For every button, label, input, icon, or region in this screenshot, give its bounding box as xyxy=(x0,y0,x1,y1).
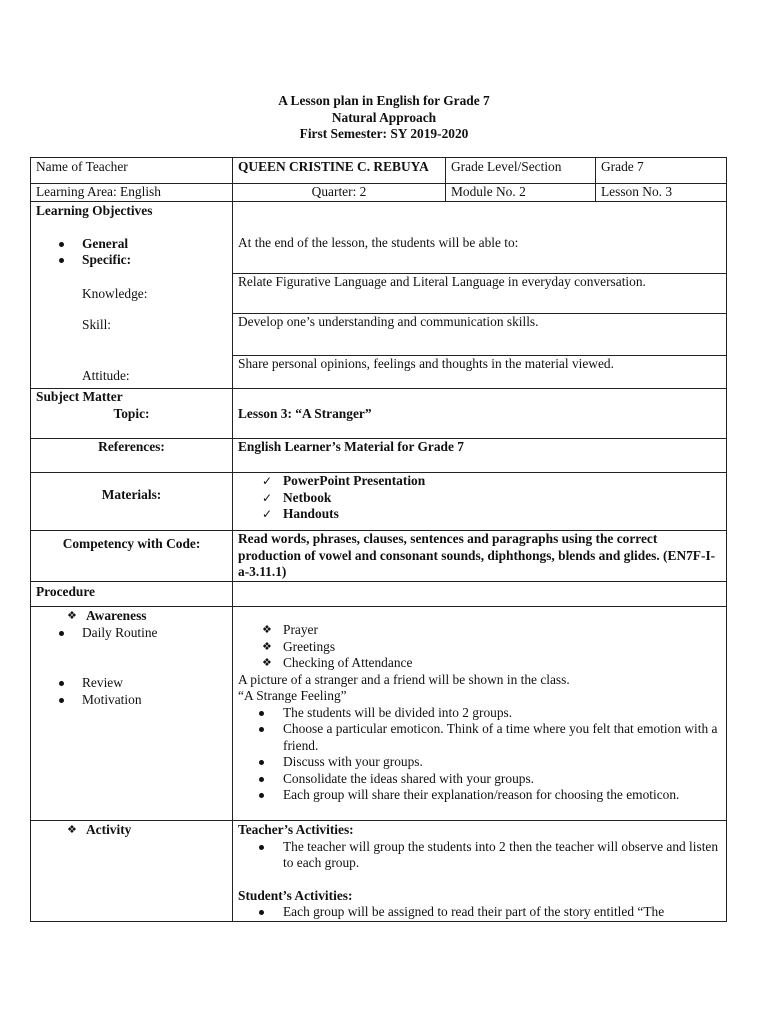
student-activity-item: Each group will be assigned to read their part of the story entitled “The xyxy=(238,904,721,921)
topic-row xyxy=(31,389,727,439)
document-title xyxy=(0,93,768,143)
learning-area: Learning Area: English xyxy=(31,184,233,202)
routine-item: ❖ Prayer xyxy=(238,622,721,639)
skill-text: Develop one’s understanding and communication skills. xyxy=(233,314,727,356)
lesson-number: Lesson No. 3 xyxy=(596,184,727,202)
daily-routine-label: Daily Routine xyxy=(36,625,227,642)
activity-row xyxy=(31,821,727,922)
title-line-2: Natural Approach xyxy=(331,109,437,125)
motivation-item: Each group will share their explanation/reason for choosing the emoticon. xyxy=(238,787,721,804)
motivation-item: Consolidate the ideas shared with your groups. xyxy=(238,771,721,788)
material-item: ✓ Netbook xyxy=(238,490,721,507)
objective-specific: Specific: xyxy=(36,252,227,269)
materials-label: Materials: xyxy=(31,473,233,531)
teacher-activities-label: Teacher’s Activities: xyxy=(238,822,354,837)
skill-label: Skill: xyxy=(82,317,112,332)
motivation-list xyxy=(238,705,721,804)
competency-text: Read words, phrases, clauses, sentences and paragraphs using the correct production of vowel and consonant sounds, diphthongs, blends and glides. (EN7F-I-a-3.11.1) xyxy=(233,531,727,582)
teacher-activities-list xyxy=(238,839,721,872)
routine-item: ❖ Greetings xyxy=(238,639,721,656)
grade-label: Grade Level/Section xyxy=(446,158,596,184)
grade-value: Grade 7 xyxy=(596,158,727,184)
review-label: Review xyxy=(36,675,227,692)
motivation-label: Motivation xyxy=(36,692,227,709)
teacher-row xyxy=(31,158,727,184)
objectives-intro: At the end of the lesson, the students will be able to: xyxy=(233,202,727,274)
competency-row xyxy=(31,531,727,582)
procedure-empty-cell xyxy=(233,582,727,607)
activity-right-cell xyxy=(233,821,727,922)
teacher-name: QUEEN CRISTINE C. REBUYA xyxy=(233,158,446,184)
knowledge-label: Knowledge: xyxy=(82,285,148,301)
material-item: ✓ Handouts xyxy=(238,506,721,523)
module-number: Module No. 2 xyxy=(446,184,596,202)
awareness-left-cell xyxy=(31,607,233,821)
attitude-text: Share personal opinions, feelings and thoughts in the material viewed. xyxy=(233,356,727,389)
motivation-item: The students will be divided into 2 groups. xyxy=(238,705,721,722)
objective-general: General xyxy=(36,236,227,253)
references-label: References: xyxy=(31,439,233,473)
material-item: ✓ PowerPoint Presentation xyxy=(238,473,721,490)
materials-cell xyxy=(233,473,727,531)
materials-row xyxy=(31,473,727,531)
attitude-label: Attitude: xyxy=(82,367,130,383)
activity-left-cell xyxy=(31,821,233,922)
motivation-item: Discuss with your groups. xyxy=(238,754,721,771)
quarter: Quarter: 2 xyxy=(233,184,446,202)
awareness-right-cell xyxy=(233,607,727,821)
objectives-heading: Learning Objectives xyxy=(36,203,153,218)
topic-label: Topic: xyxy=(113,405,150,421)
routine-list xyxy=(238,622,721,672)
procedure-heading: Procedure xyxy=(31,582,233,607)
motivation-item: Choose a particular emoticon. Think of a time where you felt that emotion with a friend. xyxy=(238,721,721,754)
subject-matter-heading: Subject Matter xyxy=(36,389,123,404)
title-line-3: First Semester: SY 2019-2020 xyxy=(299,126,469,141)
student-activities-label: Student’s Activities: xyxy=(238,887,353,903)
teacher-label: Name of Teacher xyxy=(31,158,233,184)
references-text: English Learner’s Material for Grade 7 xyxy=(233,439,727,473)
title-line-1: A Lesson plan in English for Grade 7 xyxy=(278,93,490,108)
objectives-general-row xyxy=(31,202,727,274)
activity-heading: ❖ Activity xyxy=(36,822,227,839)
review-text: A picture of a stranger and a friend will be shown in the class. xyxy=(238,671,570,687)
student-activities-list xyxy=(238,904,721,921)
topic-text: Lesson 3: “A Stranger” xyxy=(233,389,727,439)
references-row xyxy=(31,439,727,473)
objectives-left-cell xyxy=(31,202,233,389)
competency-label: Competency with Code: xyxy=(31,531,233,582)
teacher-activity-item: The teacher will group the students into 2 then the teacher will observe and listen to each group. xyxy=(238,839,721,872)
procedure-row xyxy=(31,582,727,607)
lesson-plan-table xyxy=(30,157,727,922)
awareness-row xyxy=(31,607,727,821)
materials-list xyxy=(238,473,721,523)
knowledge-text: Relate Figurative Language and Literal Language in everyday conversation. xyxy=(233,274,727,314)
subject-matter-cell xyxy=(31,389,233,439)
motivation-title: “A Strange Feeling” xyxy=(238,688,347,703)
area-row xyxy=(31,184,727,202)
routine-item: ❖ Checking of Attendance xyxy=(238,655,721,672)
awareness-heading: ❖ Awareness xyxy=(36,608,227,625)
